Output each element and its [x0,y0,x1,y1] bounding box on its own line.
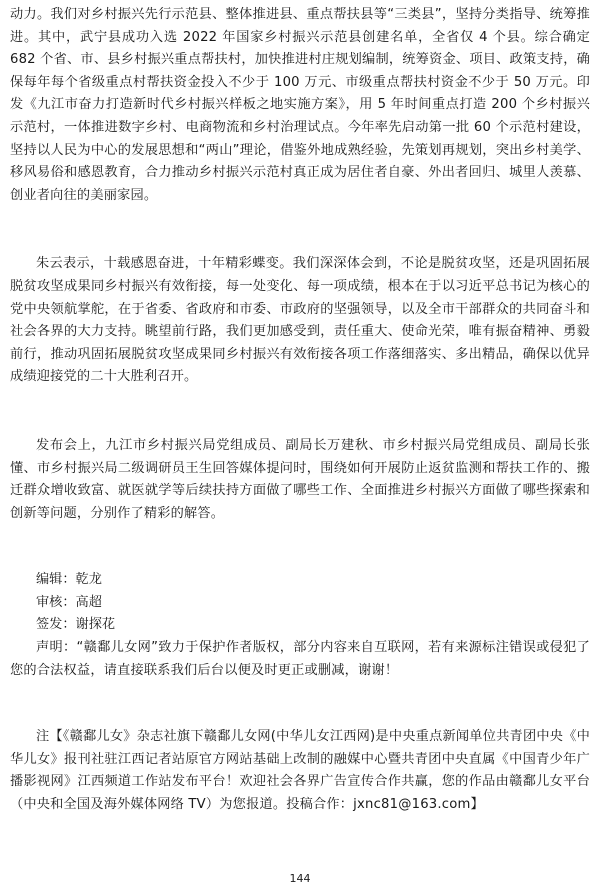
page-number: 144 [289,872,311,885]
editor-credit: 编辑：乾龙 [36,572,102,588]
publisher-note: 注【《赣鄱儿女》杂志社旗下赣鄱儿女网(中华儿女江西网)是中央重点新闻单位共青团中央《中华儿女》报刊社驻江西记者站原官方网站基础上改制的融媒中心暨共青团中央直属《中国青少年广播影视网》江西频道工作站发布平台！欢迎社会各界广告宣传合作共赢，您的作品由赣鄱儿女平台（中央和全国及海外媒体网络 TV）为您报道。投稿合作：jxnc81@163.com】 [10,729,590,813]
paragraph-zhu-yun-remarks: 朱云表示，十载感恩奋进，十年精彩蝶变。我们深深体会到，不论是脱贫攻坚，还是巩固拓展脱贫攻坚成果同乡村振兴有效衔接，每一处变化、每一项成绩，根本在于以习近平总书记为核心的党中央领航掌舵，在于省委、省政府和市委、市政府的坚强领导，以及全市干部群众的共同奋斗和社会各界的大力支持。眺望前行路，我们更加感受到，责任重大、使命光荣，唯有振奋精神、勇毅前行，推动巩固拓展脱贫攻坚成果同乡村振兴有效衔接各项工作落细落实、多出精品，确保以优异成绩迎接党的二十大胜利召开。 [10,256,590,385]
issuer-credit: 签发：谢探花 [36,617,116,633]
paragraph-rural-revitalization: 动力。我们对乡村振兴先行示范县、整体推进县、重点帮扶县等“三类县”，坚持分类指导、统筹推进。其中，武宁县成功入选 2022 年国家乡村振兴示范县创建名单，全省仅 4 个县。综合确定 682 个省、市、县乡村振兴重点帮扶村，加快推进村庄规划编制，统筹资金、项目、政策支持，确保每年每个省级重点村帮扶资金投入不少于 100 万元、市级重点帮扶村资金不少于 50 万元。印发《九江市奋力打造新时代乡村振兴样板之地实施方案》，用 5 年时间重点打造 200 个乡村振兴示范村，一体推进数字乡村、电商物流和乡村治理试点。今年率先启动第一批 60 个示范村建设，坚持以人民为中心的发展思想和“两山”理论，借鉴外地成熟经验，先策划再规划，突出乡村美学、移风易俗和感恩教育，合力推动乡村振兴示范村真正成为居住者自豪、外出者回归、城里人羡慕、创业者向往的美丽家园。 [10,7,590,203]
copyright-statement: 声明：“赣鄱儿女网”致力于保护作者版权，部分内容来自互联网，若有来源标注错误或侵犯了您的合法权益，请直接联系我们后台以便及时更正或删减，谢谢！ [10,640,590,678]
article-body [10,4,590,817]
paragraph-press-conference: 发布会上，九江市乡村振兴局党组成员、副局长万建秋、市乡村振兴局党组成员、副局长张懂、市乡村振兴局二级调研员王生回答媒体提问时，围绕如何开展防止返贫监测和帮扶工作的、搬迁群众增收致富、就医就学等后续扶持方面做了哪些工作、全面推进乡村振兴方面做了哪些探索和创新等问题，分别作了精彩的解答。 [10,437,590,521]
reviewer-credit: 审核：高超 [36,594,102,610]
